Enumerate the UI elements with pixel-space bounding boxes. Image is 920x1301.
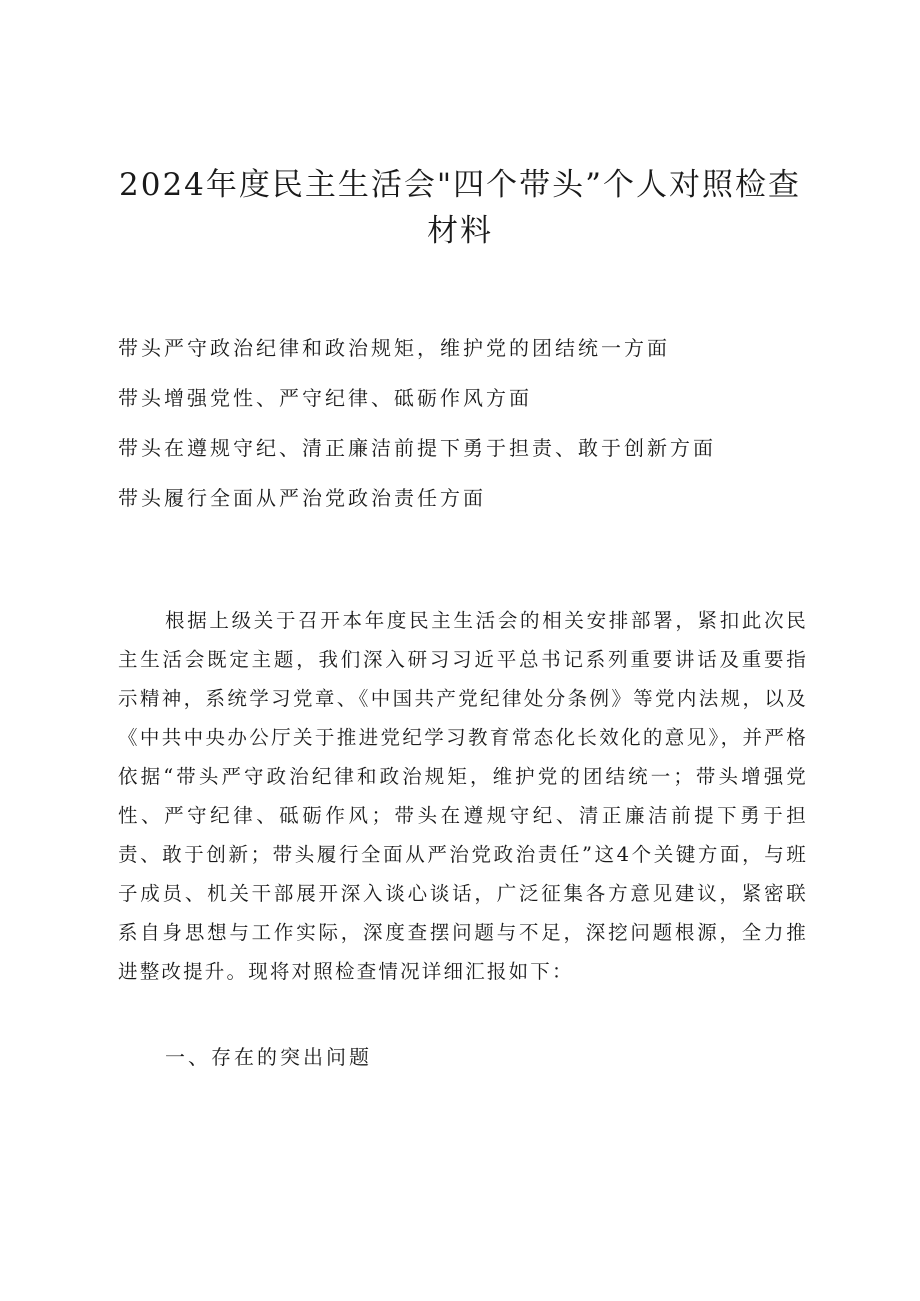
outline-item-1: 带头严守政治纪律和政治规矩，维护党的团结统一方面 xyxy=(118,336,670,360)
outline-item-2: 带头增强党性、严守纪律、砥砺作风方面 xyxy=(118,386,532,410)
outline-item-4: 带头履行全面从严治党政治责任方面 xyxy=(118,486,486,510)
outline-item-3: 带头在遵规守纪、清正廉洁前提下勇于担责、敢于创新方面 xyxy=(118,436,716,460)
document-title xyxy=(100,162,820,254)
intro-paragraph: 根据上级关于召开本年度民主生活会的相关安排部署，紧扣此次民主生活会既定主题，我们深入研习习近平总书记系列重要讲话及重要指示精神，系统学习党章、《中国共产党纪律处分条例》等党内法规，以及《中共中央办公厅关于推进党纪学习教育常态化长效化的意见》，并严格依据“带头严守政治纪律和政治规矩，维护党的团结统一；带头增强党性、严守纪律、砥砺作风；带头在遵规守纪、清正廉洁前提下勇于担责、敢于创新；带头履行全面从严治党政治责任”这4个关键方面，与班子成员、机关干部展开深入谈心谈话，广泛征集各方意见建议，紧密联系自身思想与工作实际，深度查摆问题与不足，深挖问题根源，全力推进整改提升。现将对照检查情况详细汇报如下： xyxy=(118,609,808,983)
outline-list xyxy=(118,336,818,536)
section-heading-1: 一、存在的突出问题 xyxy=(165,1045,372,1069)
document-title-line-1: 2024年度民主生活会"四个带头”个人对照检查 xyxy=(119,167,801,203)
document-title-line-2: 材料 xyxy=(427,213,493,249)
